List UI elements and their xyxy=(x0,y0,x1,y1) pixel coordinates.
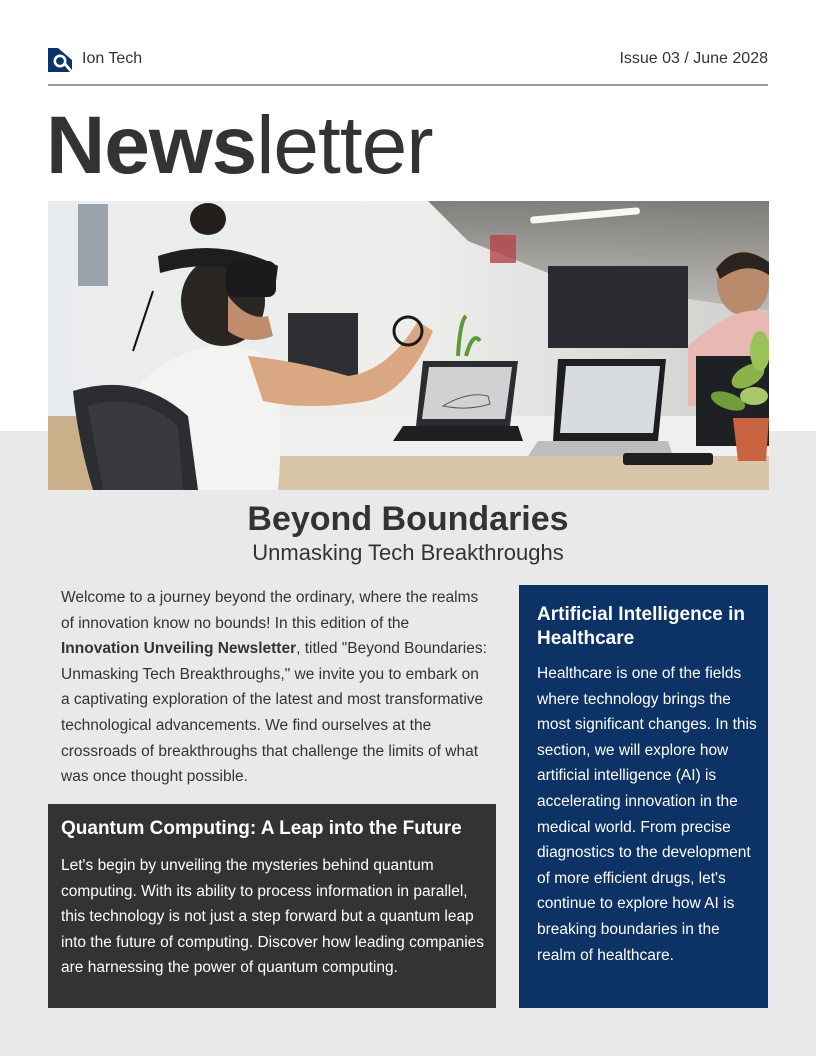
intro-text-start: Welcome to a journey beyond the ordinary, where the realms of innovation know no bounds! In this edition of the xyxy=(61,589,479,632)
ai-title: Artificial Intelligence in Healthcare xyxy=(537,604,745,649)
title-bold: News xyxy=(46,100,257,191)
quantum-title: Quantum Computing: A Leap into the Future xyxy=(61,818,462,839)
intro-text-end: , titled "Beyond Boundaries: Unmasking Tech Breakthroughs," we invite you to embark on a captivating exploration of the latest and most transformative technological advancements. We find ourselves at the crossroads of breakthroughs that challenge the limits of what was once thought possible. xyxy=(61,640,487,786)
intro-bold-newsletter-name: Innovation Unveiling Newsletter xyxy=(61,640,297,658)
header xyxy=(48,47,768,73)
quantum-computing-box xyxy=(48,804,496,1008)
title-light: letter xyxy=(256,100,433,191)
ai-healthcare-box xyxy=(519,585,768,1008)
issue-date: Issue 03 / June 2028 xyxy=(619,50,768,67)
hero-image xyxy=(48,201,769,490)
subheadline: Unmasking Tech Breakthroughs xyxy=(252,540,564,565)
hero-photo-illustration xyxy=(48,201,769,490)
quantum-body: Let's begin by unveiling the mysteries behind quantum computing. With its ability to process information in parallel, this technology is not just a step forward but a quantum leap into the future of computing. Discover how leading companies are harnessing the power of quantum computing. xyxy=(61,857,485,977)
intro-paragraph xyxy=(61,585,491,790)
brand-name: Ion Tech xyxy=(82,50,143,67)
ai-body: Healthcare is one of the fields where technology brings the most significant changes. In this section, we will explore how artificial intelligence (AI) is accelerating innovation in the medical world. From precise diagnostics to the development of more efficient drugs, let's continue to explore how AI is breaking boundaries in the realm of healthcare. xyxy=(537,665,757,964)
headline: Beyond Boundaries xyxy=(247,500,569,538)
header-divider xyxy=(48,84,768,86)
page-title xyxy=(46,96,433,196)
magnifier-square-logo-icon xyxy=(48,48,72,72)
